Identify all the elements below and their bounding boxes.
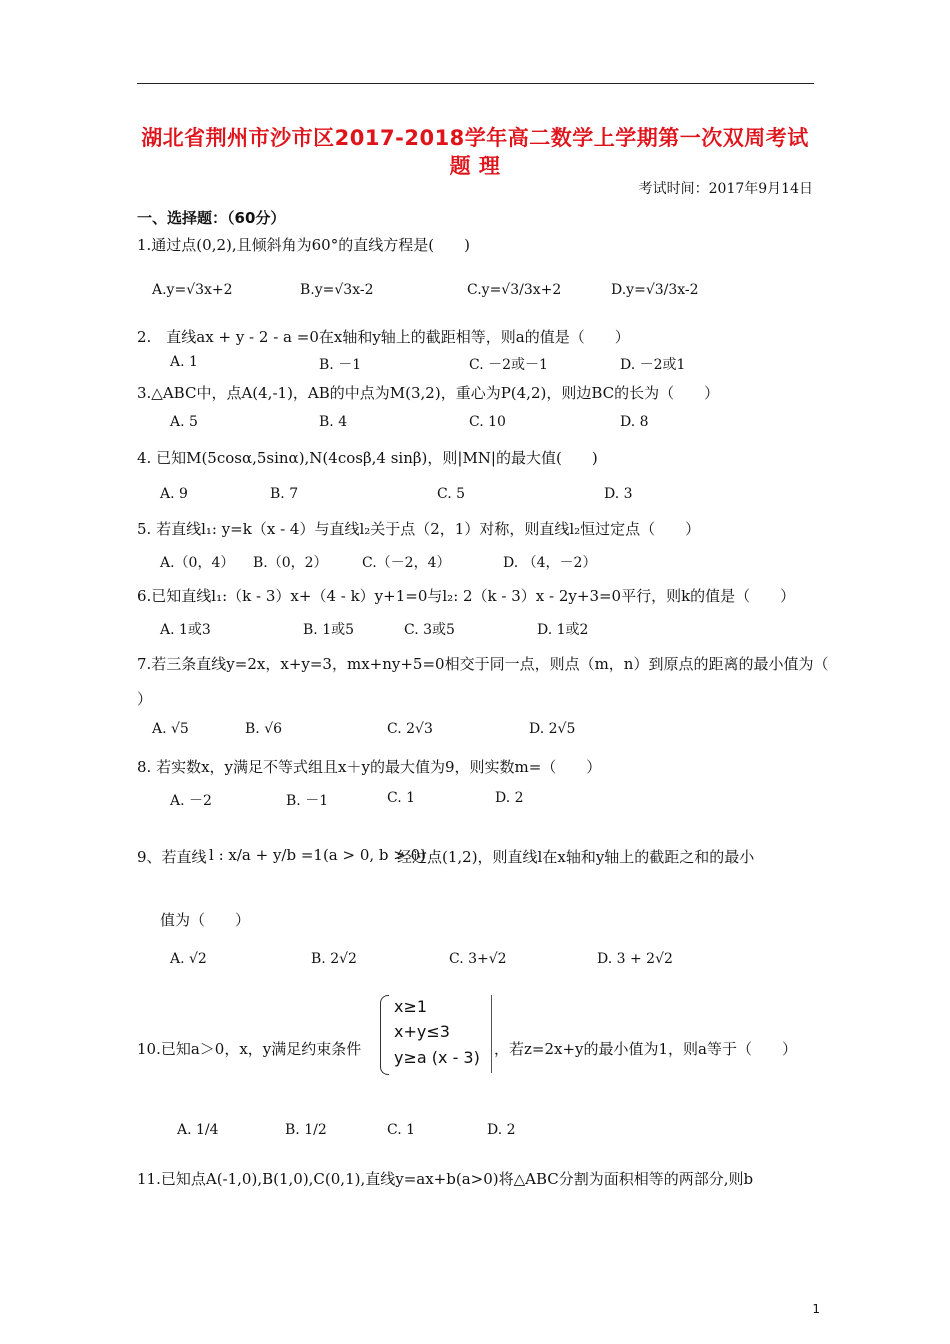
- q8-option-c: C. 1: [387, 790, 416, 806]
- q6-option-a: A. 1或3: [160, 622, 211, 638]
- left-brace: [380, 995, 389, 1075]
- q2-option-b: B. －1: [319, 357, 362, 373]
- q8-option-b: B. －1: [286, 793, 329, 809]
- constraint-2: x+y≤3: [394, 1022, 450, 1041]
- q5-option-a: A.（0，4）: [160, 555, 235, 571]
- question-2-stem: 2. 直线ax + y - 2 - a =0在x轴和y轴上的截距相等，则a的值是（ ）: [137, 328, 630, 346]
- q5-option-b: B.（0，2）: [253, 555, 328, 571]
- q9-option-c: C. 3+√2: [449, 951, 507, 967]
- q2-option-c: C. －2或－1: [469, 357, 548, 373]
- q1-option-c: C.y=√3/3x+2: [467, 282, 562, 298]
- q9-option-d: D. 3 + 2√2: [597, 951, 673, 967]
- document-title: 湖北省荆州市沙市区2017-2018学年高二数学上学期第一次双周考试: [141, 126, 809, 150]
- q3-option-d: D. 8: [620, 414, 649, 430]
- q6-option-d: D. 1或2: [537, 622, 589, 638]
- question-10-stem-post: ，若z=2x+y的最小值为1，则a等于（ ）: [494, 1040, 798, 1058]
- question-1-stem: 1.通过点(0,2),且倾斜角为60°的直线方程是( ): [137, 236, 470, 254]
- q2-option-a: A. 1: [170, 354, 198, 370]
- question-9-equation: l : x/a + y/b =1(a > 0, b > 0): [209, 846, 427, 864]
- q10-option-b: B. 1/2: [285, 1122, 327, 1138]
- section-heading: 一、选择题：（60分）: [137, 209, 286, 227]
- q8-option-a: A. －2: [170, 793, 212, 809]
- q9-option-b: B. 2√2: [311, 951, 357, 967]
- q3-option-c: C. 10: [469, 414, 506, 430]
- q8-option-d: D. 2: [495, 790, 524, 806]
- question-9-stem-post: 经过点(1,2)，则直线l在x轴和y轴上的截距之和的最小: [397, 848, 755, 866]
- question-7-stem: 7.若三条直线y=2x，x+y=3，mx+ny+5=0相交于同一点，则点（m，n）到原点的距离的最小值为（: [137, 655, 829, 673]
- q6-option-c: C. 3或5: [404, 622, 455, 638]
- q10-option-d: D. 2: [487, 1122, 516, 1138]
- question-7-stem-cont: ）: [137, 690, 153, 708]
- q1-option-b: B.y=√3x-2: [300, 282, 374, 298]
- exam-time: 考试时间：2017年9月14日: [638, 181, 813, 197]
- q7-option-a: A. √5: [152, 721, 189, 737]
- page-number: 1: [812, 1302, 820, 1316]
- q2-option-d: D. －2或1: [620, 357, 686, 373]
- q4-option-a: A. 9: [160, 486, 188, 502]
- question-8-stem: 8. 若实数x，y满足不等式组且x＋y的最大值为9，则实数m=（ ）: [137, 758, 602, 776]
- q3-option-b: B. 4: [319, 414, 348, 430]
- question-10-stem-pre: 10.已知a＞0，x，y满足约束条件: [137, 1040, 362, 1058]
- constraint-3: y≥a (x - 3): [394, 1048, 480, 1067]
- q7-option-b: B. √6: [245, 721, 283, 737]
- q7-option-d: D. 2√5: [529, 721, 576, 737]
- question-11-stem: 11.已知点A(-1,0),B(1,0),C(0,1),直线y=ax+b(a>0)将△ABC分割为面积相等的两部分,则b: [137, 1170, 754, 1188]
- q1-option-d: D.y=√3/3x-2: [611, 282, 699, 298]
- question-3-stem: 3.△ABC中，点A(4,-1)，AB的中点为M(3,2)，重心为P(4,2)，则边BC的长为（ ）: [137, 384, 720, 402]
- q4-option-b: B. 7: [270, 486, 299, 502]
- constraint-system: [380, 995, 492, 1075]
- q10-option-a: A. 1/4: [177, 1122, 219, 1138]
- q9-option-a: A. √2: [170, 951, 207, 967]
- question-9-stem-cont: 值为（ ）: [160, 911, 251, 929]
- question-4-stem: 4. 已知M(5cosα,5sinα),N(4cosβ,4 sinβ)，则|MN|的最大值( ): [137, 449, 598, 467]
- q7-option-c: C. 2√3: [387, 721, 433, 737]
- q6-option-b: B. 1或5: [303, 622, 355, 638]
- question-9-stem-pre: 9、若直线: [137, 848, 207, 866]
- q10-option-c: C. 1: [387, 1122, 416, 1138]
- q4-option-d: D. 3: [604, 486, 633, 502]
- right-bar: [491, 995, 492, 1073]
- q5-option-d: D. （4，－2）: [503, 555, 597, 571]
- q1-option-a: A.y=√3x+2: [152, 282, 233, 298]
- q5-option-c: C.（－2，4）: [362, 555, 451, 571]
- question-6-stem: 6.已知直线l₁:（k - 3）x+（4 - k）y+1=0与l₂: 2（k - 3）x - 2y+3=0平行，则k的值是（ ）: [137, 587, 796, 605]
- question-5-stem: 5. 若直线l₁: y=k（x - 4）与直线l₂关于点（2，1）对称，则直线l₂恒过定点（ ）: [137, 520, 701, 538]
- constraint-1: x≥1: [394, 997, 428, 1016]
- header-rule: [137, 83, 814, 84]
- q4-option-c: C. 5: [437, 486, 466, 502]
- q3-option-a: A. 5: [170, 414, 198, 430]
- document-title-line2: 题 理: [449, 154, 501, 178]
